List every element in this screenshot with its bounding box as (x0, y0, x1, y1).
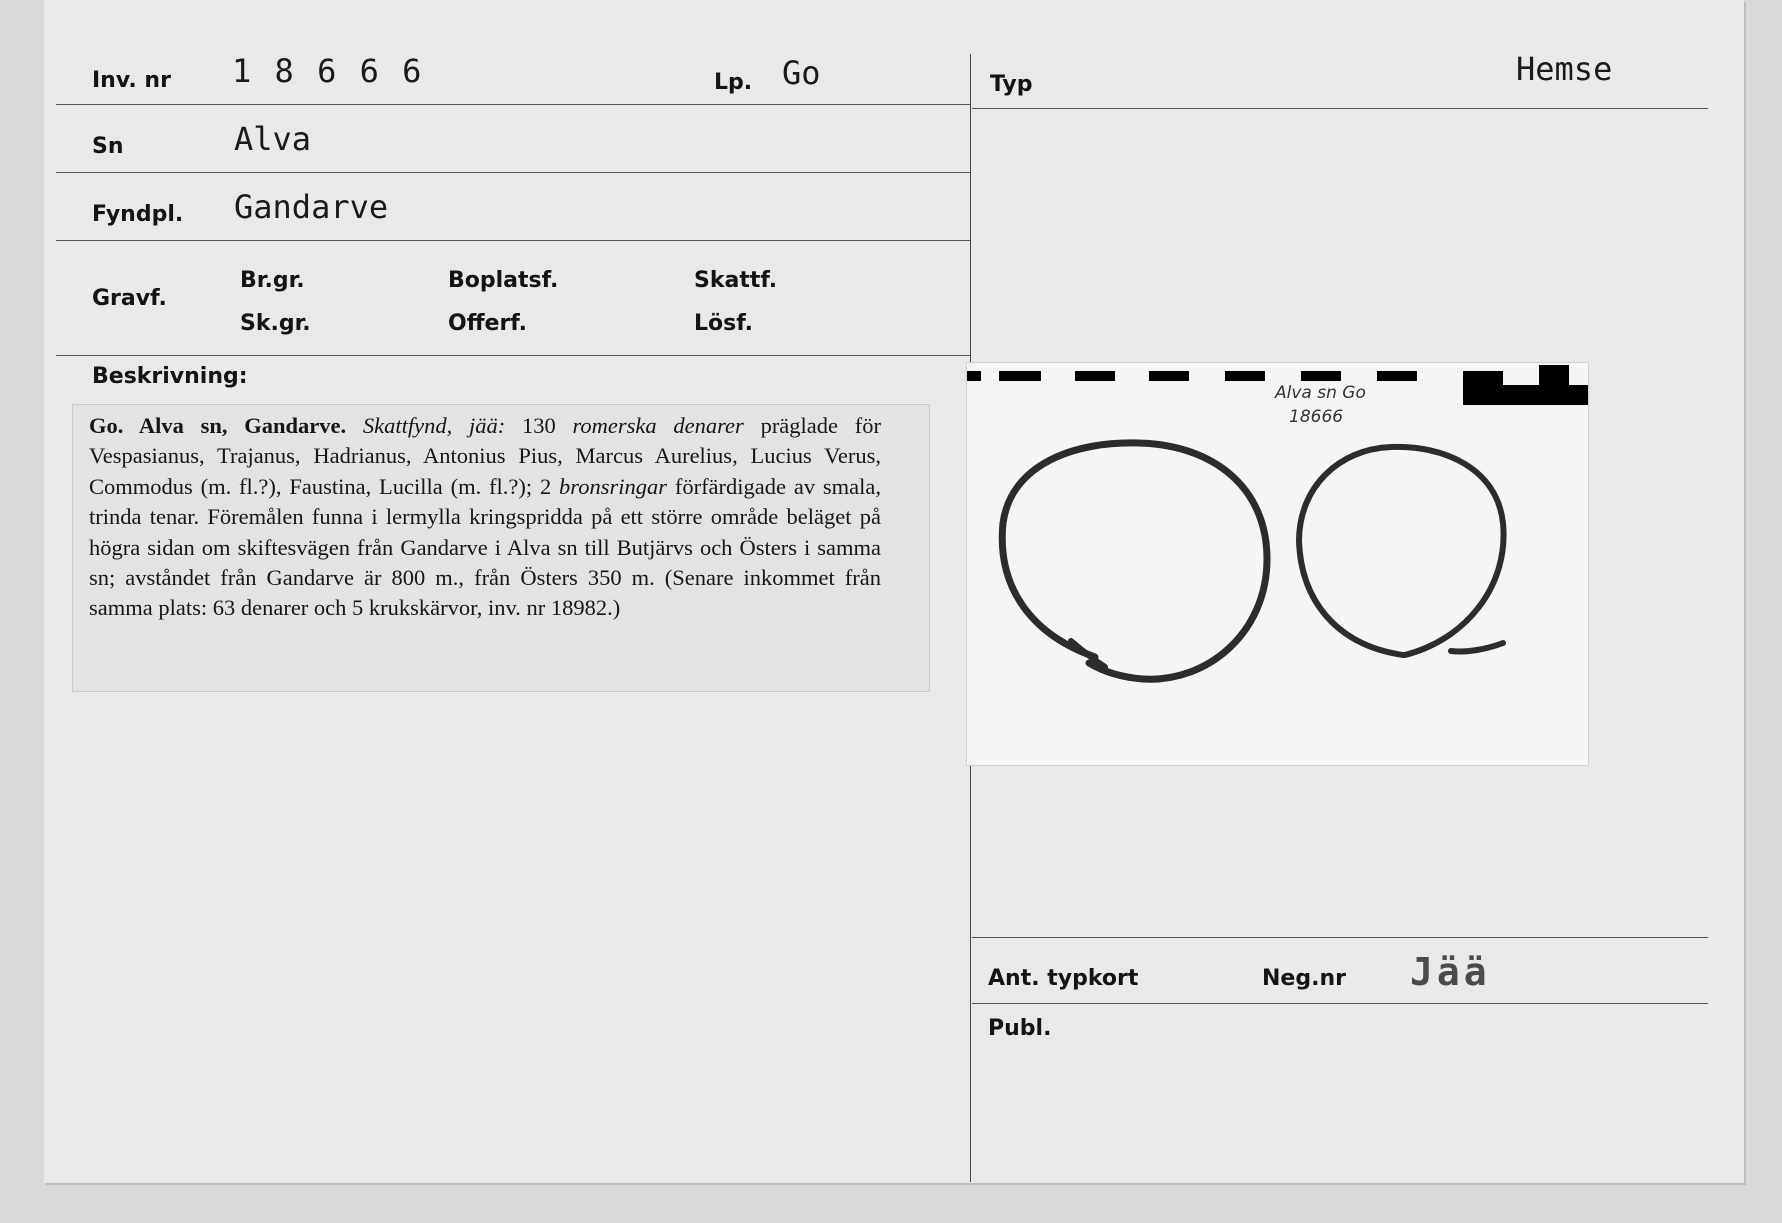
description-text-part2: förfärdigade av smala, trinda tenar. Föremålen funna i lermylla kringspridda på ett större område beläget på högra sidan om skiftesvägen från Gandarve i Alva sn till Butjärvs och Östers i samma sn; avståndet från Gandarve är 800 m., från Östers 350 m. (Senare inkommet från samma plats: 63 denarer och 5 krukskärvor, inv. nr 18982.) (89, 473, 882, 621)
sn-label: Sn (92, 134, 124, 159)
rule-fyndpl (56, 240, 970, 241)
skattf-label: Skattf. (694, 268, 778, 293)
typ-label: Typ (990, 72, 1033, 97)
rule-ant-typkort-bottom (972, 1003, 1708, 1004)
rule-ant-typkort-top (972, 937, 1708, 938)
photo-label-line1: Alva sn Go (1275, 383, 1366, 403)
artifact-photo (966, 362, 1589, 766)
photo-label-line2: 18666 (1289, 407, 1344, 427)
fyndpl-label: Fyndpl. (92, 202, 184, 227)
rule-sn (56, 172, 970, 173)
sn-value: Alva (234, 120, 312, 158)
skgr-label: Sk.gr. (240, 311, 311, 336)
gravf-label: Gravf. (92, 286, 167, 311)
rule-inv (56, 104, 970, 105)
publ-label: Publ. (988, 1016, 1052, 1041)
beskrivning-label: Beskrivning: (92, 364, 248, 389)
boplatsf-label: Boplatsf. (448, 268, 559, 293)
brgr-label: Br.gr. (240, 268, 305, 293)
description-text (89, 411, 881, 624)
description-coins: romerska denarer (572, 413, 744, 438)
description-find-type: Skattfynd, jää: (362, 413, 506, 438)
bronze-ring-left (1002, 443, 1267, 679)
neg-nr-stamp: Jää (1410, 950, 1491, 994)
typ-value: Hemse (1516, 50, 1613, 88)
bronze-ring-right (1299, 447, 1504, 655)
bronze-rings-illustration (967, 363, 1588, 765)
inv-nr-label: Inv. nr (92, 68, 171, 93)
lp-label: Lp. (714, 70, 753, 95)
rule-typ (972, 108, 1708, 109)
fyndpl-value: Gandarve (234, 188, 389, 226)
inv-nr-value: 1 8 6 6 6 (232, 52, 424, 90)
description-slip (72, 404, 930, 692)
rule-gravf (56, 355, 970, 356)
description-place: Go. Alva sn, Gandarve. (89, 413, 347, 438)
description-text-part1: präglade för Vespasianus, Trajanus, Hadrianus, Antonius Pius, Marcus Aurelius, Lucius Verus, Commodus (m. fl.?), Faustina, Lucilla (m. fl.?); 2 (89, 413, 881, 499)
offerf-label: Offerf. (448, 311, 528, 336)
description-rings: bronsringar (559, 473, 667, 499)
ant-typkort-label: Ant. typkort (988, 966, 1139, 991)
lp-value: Go (782, 54, 821, 92)
losf-label: Lösf. (694, 311, 753, 336)
description-count: 130 (522, 413, 556, 438)
neg-nr-label: Neg.nr (1262, 966, 1346, 991)
